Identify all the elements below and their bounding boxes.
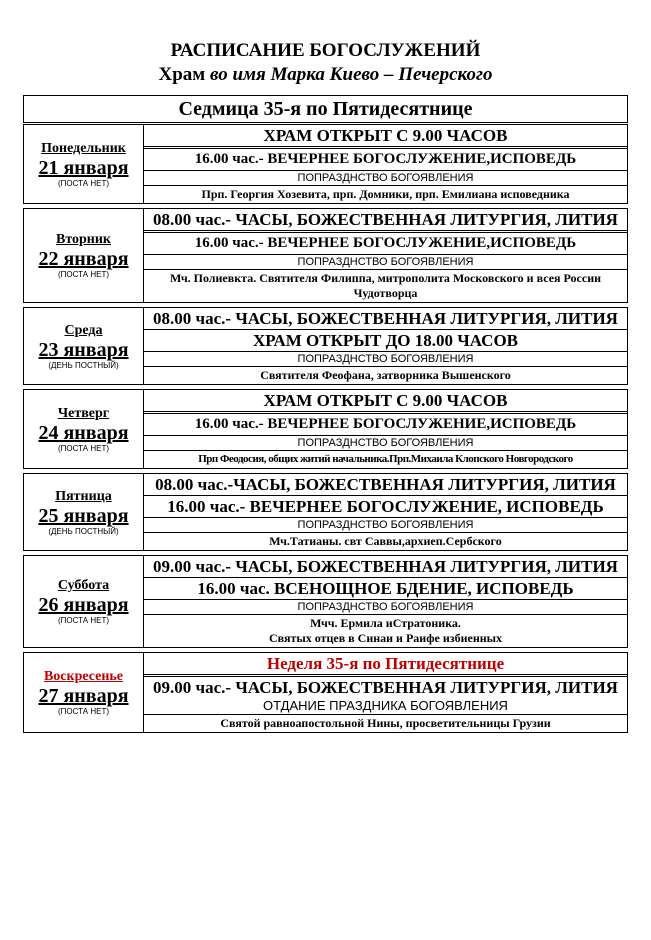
day-date: 25 января [38, 504, 129, 527]
day-row-thursday [24, 390, 628, 469]
saints-line: Прп. Георгия Хозевита, прп. Домники, прп. Емилиана исповедника [201, 187, 570, 201]
day-name: Четверг [57, 405, 110, 421]
fast-note: (ПОСТА НЕТ) [58, 707, 109, 716]
day-row-monday [24, 124, 628, 204]
subtitle-church-name: Марка Киево – Печерского [270, 64, 493, 85]
day-cell [24, 209, 144, 303]
saints-line: Мч.Татианы. свт Саввы,архиеп.Сербского [269, 534, 502, 548]
day-cell [24, 653, 144, 733]
day-date: 27 января [38, 685, 129, 707]
service-line: 08.00 час.- ЧАСЫ, БОЖЕСТВЕННАЯ ЛИТУРГИЯ, ЛИТИЯ [144, 209, 627, 233]
feast-line: ПОПРАЗДНСТВО БОГОЯВЛЕНИЯ [144, 352, 627, 367]
saints-line: Святых отцев в Синаи и Раифе избиенных [268, 631, 503, 645]
service-line: 16.00 час. ВСЕНОЩНОЕ БДЕНИЕ, ИСПОВЕДЬ [144, 578, 627, 600]
feast-line: ОТДАНИЕ ПРАЗДНИКА БОГОЯВЛЕНИЯ [144, 698, 627, 715]
service-line: 16.00 час.- ВЕЧЕРНЕЕ БОГОСЛУЖЕНИЕ,ИСПОВЕДЬ [144, 149, 627, 171]
subtitle-italic: во имя [209, 64, 266, 85]
page-title: РАСПИСАНИЕ БОГОСЛУЖЕНИЙ [170, 40, 481, 61]
service-line: 16.00 час.- ВЕЧЕРНЕЕ БОГОСЛУЖЕНИЕ,ИСПОВЕДЬ [144, 414, 627, 436]
day-cell [24, 390, 144, 469]
services-cell [144, 390, 628, 469]
saints-line: Мчч. Ермила иСтратоника. [310, 616, 461, 630]
service-line: 08.00 час.-ЧАСЫ, БОЖЕСТВЕННАЯ ЛИТУРГИЯ, ЛИТИЯ [144, 474, 627, 496]
services-cell [144, 474, 628, 551]
fast-note: (ПОСТА НЕТ) [58, 443, 109, 453]
subtitle-prefix: Храм [158, 64, 206, 85]
week-title: Седмица 35-я по Пятидесятнице [24, 96, 628, 124]
service-line: ХРАМ ОТКРЫТ С 9.00 ЧАСОВ [144, 125, 627, 149]
day-date: 23 января [38, 338, 129, 361]
service-line: 08.00 час.- ЧАСЫ, БОЖЕСТВЕННАЯ ЛИТУРГИЯ, ЛИТИЯ [144, 308, 627, 330]
day-date: 21 января [38, 156, 129, 179]
service-line: ХРАМ ОТКРЫТ С 9.00 ЧАСОВ [144, 390, 627, 414]
services-cell [144, 124, 628, 204]
day-date: 22 января [38, 248, 129, 270]
day-row-friday [24, 474, 628, 551]
day-cell [24, 556, 144, 648]
day-name: Вторник [55, 232, 111, 247]
fast-note: (ПОСТА НЕТ) [58, 178, 109, 188]
day-name: Среда [64, 322, 103, 338]
day-cell [24, 474, 144, 551]
schedule-table [23, 95, 628, 733]
saints-line: Святителя Феофана, затворника Вышенского [260, 368, 511, 382]
feast-line: ПОПРАЗДНСТВО БОГОЯВЛЕНИЯ [144, 171, 627, 186]
day-name: Воскресенье [43, 669, 124, 684]
sunday-title: Неделя 35-я по Пятидесятнице [144, 653, 627, 677]
saints-line: Мч. Полиевкта. Святителя Филиппа, митрополита Московского и всея России Чудотворца [169, 271, 602, 300]
fast-note: (ДЕНЬ ПОСТНЫЙ) [48, 526, 119, 536]
day-name: Понедельник [41, 140, 126, 156]
day-date: 24 января [38, 421, 129, 444]
day-row-saturday [24, 556, 628, 648]
service-line: 16.00 час.- ВЕЧЕРНЕЕ БОГОСЛУЖЕНИЕ,ИСПОВЕДЬ [144, 233, 627, 255]
day-cell [24, 124, 144, 204]
services-cell [144, 308, 628, 385]
services-cell [144, 556, 628, 648]
saints-line: Прп Феодосия, общих житий начальника.Прп.Михаила Клопского Новгородского [198, 453, 573, 465]
day-date: 26 января [38, 594, 129, 616]
day-row-tuesday [24, 209, 628, 303]
day-name: Пятница [55, 488, 112, 504]
fast-note: (ДЕНЬ ПОСТНЫЙ) [48, 360, 119, 370]
day-name: Суббота [57, 578, 110, 593]
day-row-wednesday [24, 308, 628, 385]
saints-line: Святой равноапостольной Нины, просветительницы Грузии [220, 716, 551, 730]
saints-block [144, 615, 627, 647]
church-subtitle [0, 64, 651, 86]
feast-line: ПОПРАЗДНСТВО БОГОЯВЛЕНИЯ [144, 255, 627, 270]
service-line: 09.00 час.- ЧАСЫ, БОЖЕСТВЕННАЯ ЛИТУРГИЯ, ЛИТИЯ [144, 556, 627, 578]
feast-line: ПОПРАЗДНСТВО БОГОЯВЛЕНИЯ [144, 518, 627, 533]
fast-note: (ПОСТА НЕТ) [58, 616, 109, 625]
feast-line: ПОПРАЗДНСТВО БОГОЯВЛЕНИЯ [144, 436, 627, 451]
day-row-sunday [24, 653, 628, 733]
day-cell [24, 308, 144, 385]
services-cell [144, 209, 628, 303]
feast-line: ПОПРАЗДНСТВО БОГОЯВЛЕНИЯ [144, 600, 627, 615]
fast-note: (ПОСТА НЕТ) [58, 270, 109, 279]
service-line: 16.00 час.- ВЕЧЕРНЕЕ БОГОСЛУЖЕНИЕ, ИСПОВЕДЬ [144, 496, 627, 518]
services-cell [144, 653, 628, 733]
service-line: ХРАМ ОТКРЫТ ДО 18.00 ЧАСОВ [144, 330, 627, 352]
service-line: 09.00 час.- ЧАСЫ, БОЖЕСТВЕННАЯ ЛИТУРГИЯ, ЛИТИЯ [153, 678, 618, 697]
